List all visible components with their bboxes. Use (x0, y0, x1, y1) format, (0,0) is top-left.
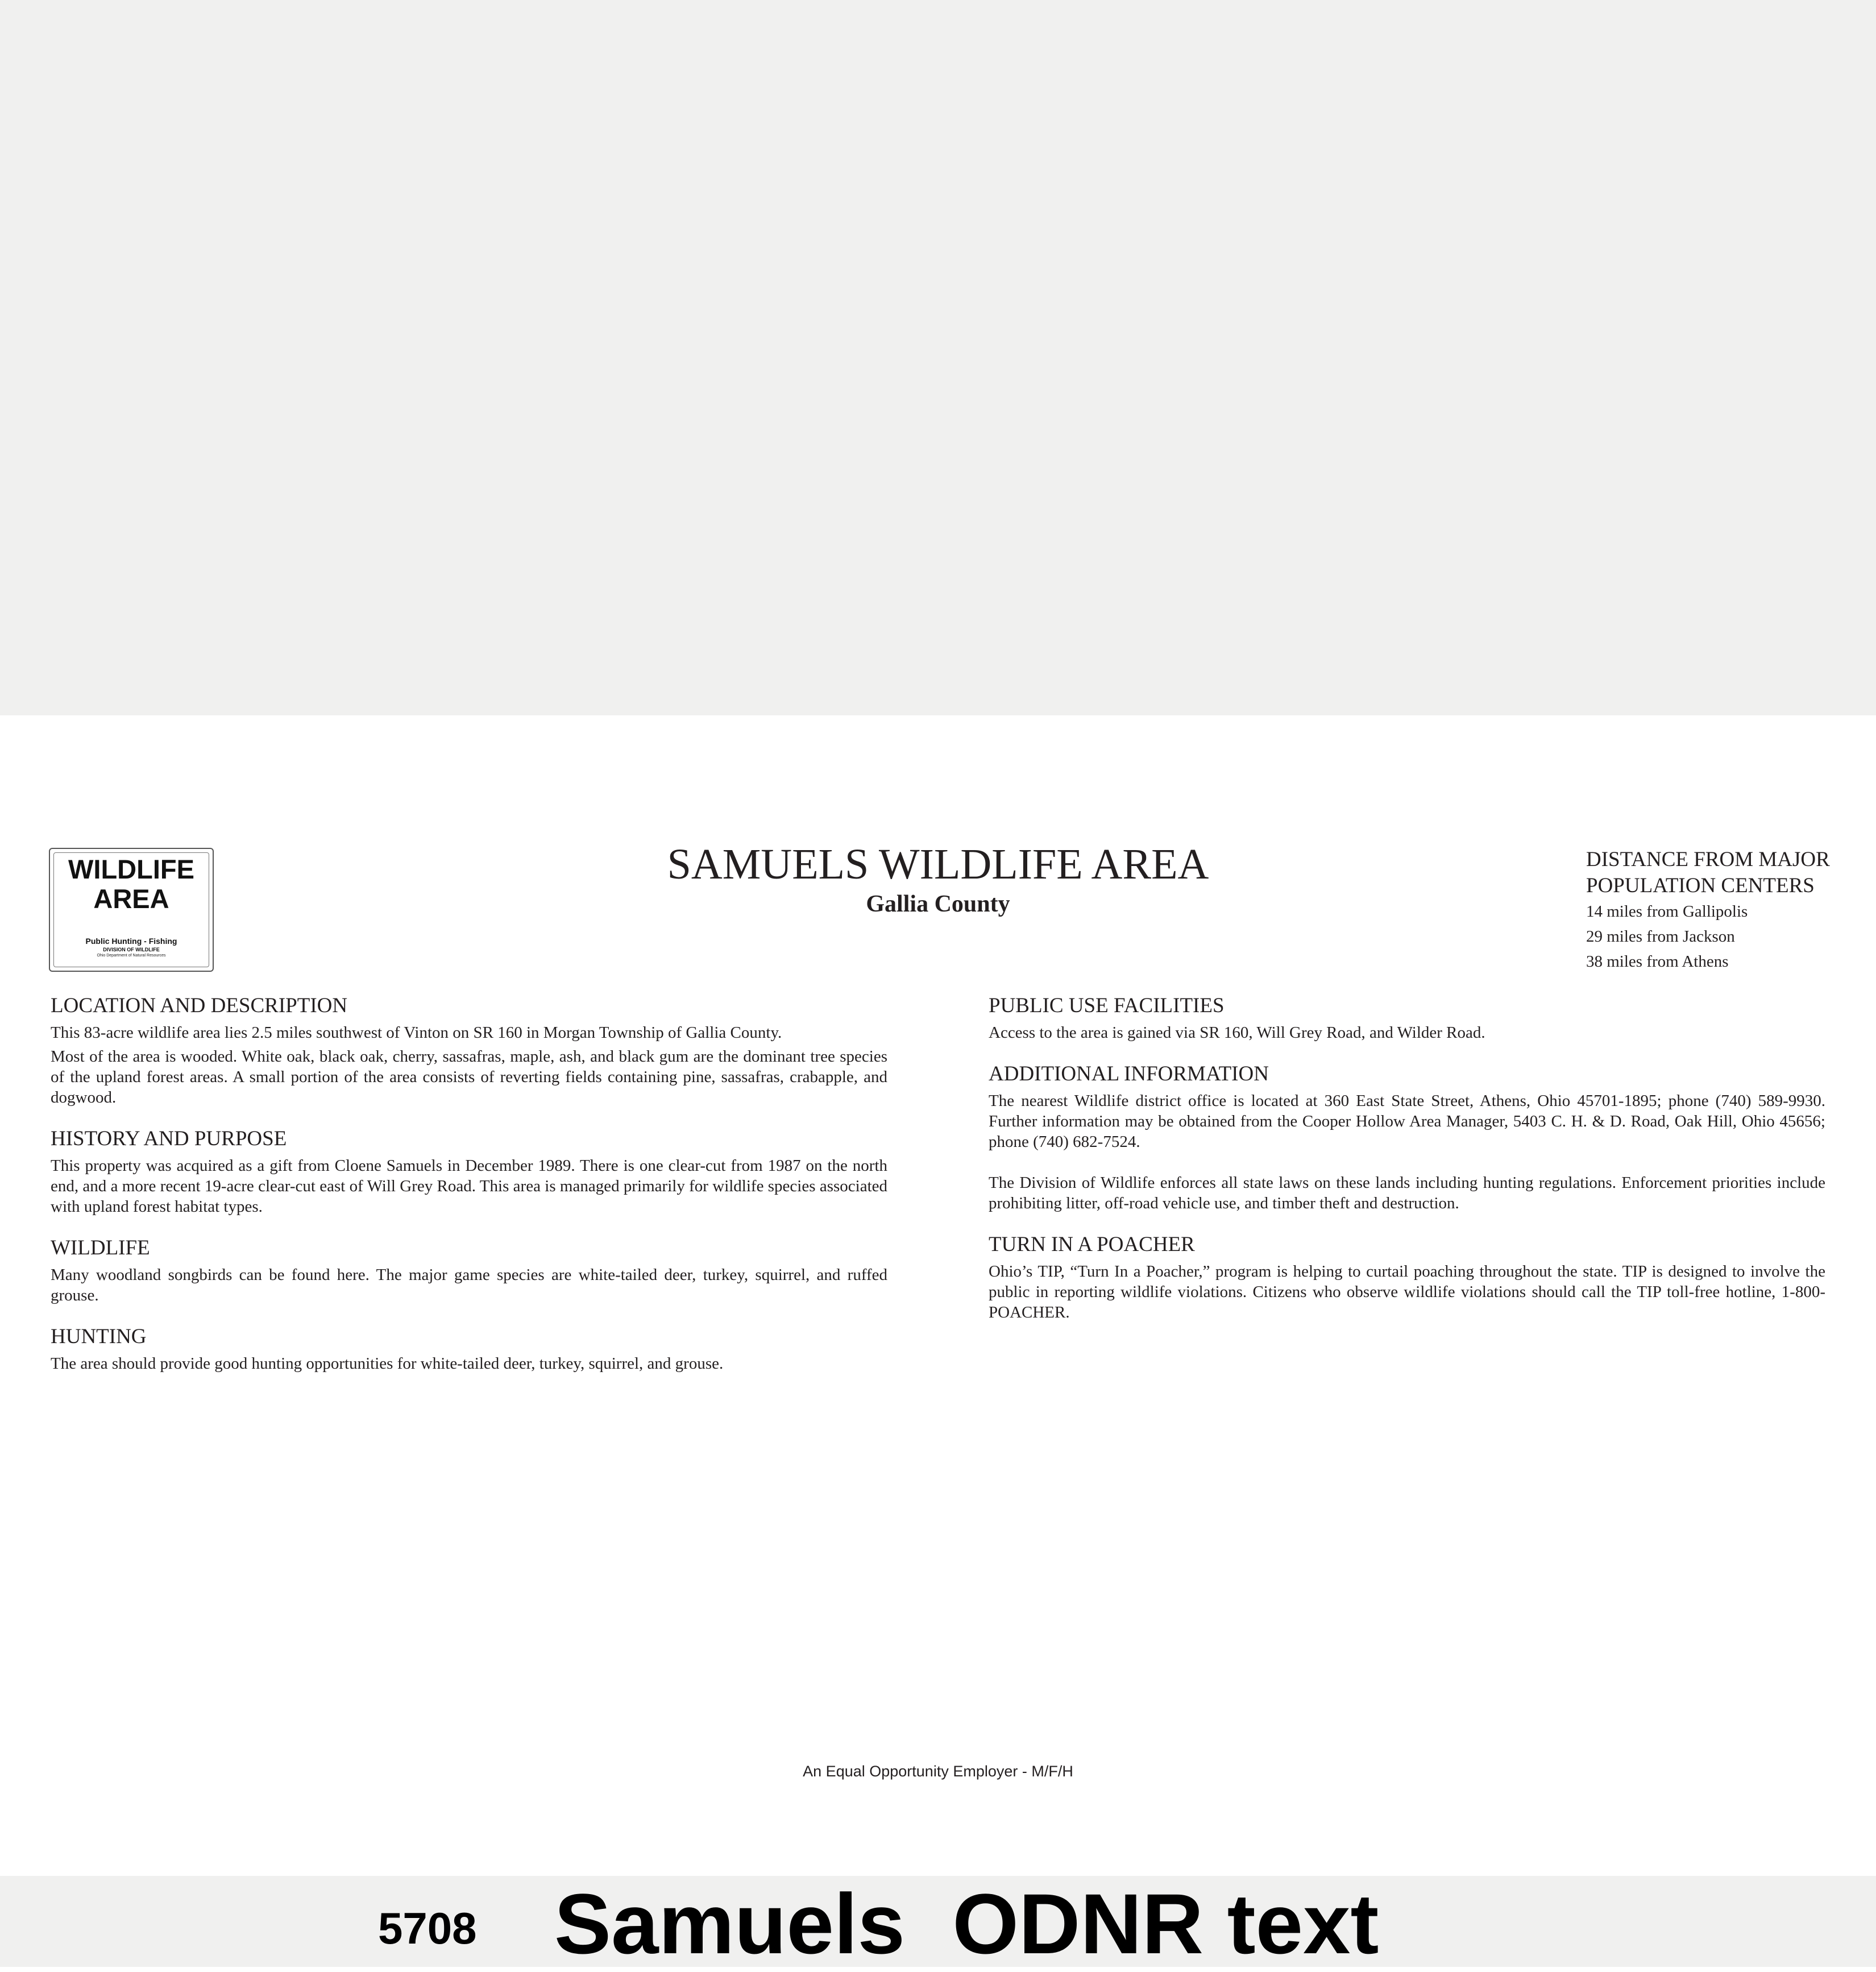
wildlife-section (51, 1235, 887, 1306)
distance-item: 29 miles from Jackson (1586, 927, 1735, 946)
distance-heading-line1: DISTANCE FROM MAJOR (1586, 848, 1830, 871)
right-column (989, 993, 1825, 1323)
history-heading: HISTORY AND PURPOSE (51, 1127, 287, 1150)
poacher-paragraph: Ohio’s TIP, “Turn In a Poacher,” program is helping to curtail poaching throughout the state. TIP is designed to involve the public in reporting wildlife violations. Citizens who observe wildlife violations should call the TIP toll-free hotline, 1-800-POACHER. (989, 1262, 1825, 1321)
hunting-section (51, 1324, 887, 1374)
page-title: SAMUELS WILDLIFE AREA (667, 840, 1209, 888)
location-section (51, 993, 887, 1108)
location-heading: LOCATION AND DESCRIPTION (51, 994, 348, 1017)
history-section (51, 1126, 887, 1217)
sign-title (50, 855, 213, 914)
sign-division: DIVISION OF WILDLIFE (103, 947, 160, 952)
sign-title-line2: AREA (93, 884, 169, 914)
distance-heading-line2: POPULATION CENTERS (1586, 874, 1815, 897)
sign-title-line1: WILDLIFE (68, 854, 194, 884)
facilities-paragraph: Access to the area is gained via SR 160, Will Grey Road, and Wilder Road. (989, 1024, 1485, 1042)
distance-heading (1586, 847, 1870, 899)
hunting-paragraph: The area should provide good hunting opportunities for white-tailed deer, turkey, squirrel, and grouse. (51, 1354, 724, 1373)
facilities-heading: PUBLIC USE FACILITIES (989, 994, 1225, 1017)
additional-info-paragraph: The nearest Wildlife district office is located at 360 East State Street, Athens, Ohio 45701-1895; phone (740) 589-9930. Further information may be obtained from the Cooper Hollow Area Manager, 5403 C. H. & D. Road, Oak Hill, Ohio 45656; phone (740) 682-7524. (989, 1092, 1825, 1151)
document-label: Samuels ODNR text (554, 1876, 1379, 1971)
additional-info-heading: ADDITIONAL INFORMATION (989, 1062, 1269, 1086)
wildlife-heading: WILDLIFE (51, 1236, 150, 1260)
distance-panel (1586, 847, 1870, 974)
left-column (51, 993, 887, 1374)
poacher-section (989, 1232, 1825, 1323)
sign-department: Ohio Department of Natural Resources (97, 954, 166, 958)
wildlife-paragraph: Many woodland songbirds can be found here. The major game species are white-tailed deer, turkey, squirrel, and ruffed grouse. (51, 1266, 887, 1304)
distance-item: 38 miles from Athens (1586, 952, 1729, 971)
distance-item: 14 miles from Gallipolis (1586, 902, 1748, 921)
hunting-heading: HUNTING (51, 1325, 147, 1348)
location-paragraph: This 83-acre wildlife area lies 2.5 miles southwest of Vinton on SR 160 in Morgan Township of Gallia County. (51, 1024, 782, 1042)
history-paragraph: This property was acquired as a gift from Cloene Samuels in December 1989. There is one clear-cut from 1987 on the north end, and a more recent 19-acre clear-cut east of Will Grey Road. This area is managed primarily for wildlife species associated with upland forest habitat types. (51, 1157, 887, 1216)
document-code: 5708 (378, 1903, 477, 1953)
enforcement-paragraph: The Division of Wildlife enforces all state laws on these lands including hunting regulations. Enforcement priorities include prohibiting litter, off-road vehicle use, and timber theft and destruction. (989, 1174, 1825, 1212)
blank-map-area (0, 0, 1876, 715)
description-paragraph: Most of the area is wooded. White oak, black oak, cherry, sassafras, maple, ash, and black gum are the dominant tree species of the upland forest areas. A small portion of the area consists of reverting fields containing pine, sassafras, crabapple, and dogwood. (51, 1047, 887, 1107)
equal-opportunity-footer: An Equal Opportunity Employer - M/F/H (803, 1763, 1073, 1780)
facilities-section (989, 993, 1825, 1043)
sign-public-hunting: Public Hunting - Fishing (85, 937, 177, 946)
poacher-heading: TURN IN A POACHER (989, 1233, 1195, 1256)
page-subtitle: Gallia County (866, 891, 1010, 917)
wildlife-area-sign-logo (49, 848, 214, 972)
additional-info-section (989, 1061, 1825, 1213)
